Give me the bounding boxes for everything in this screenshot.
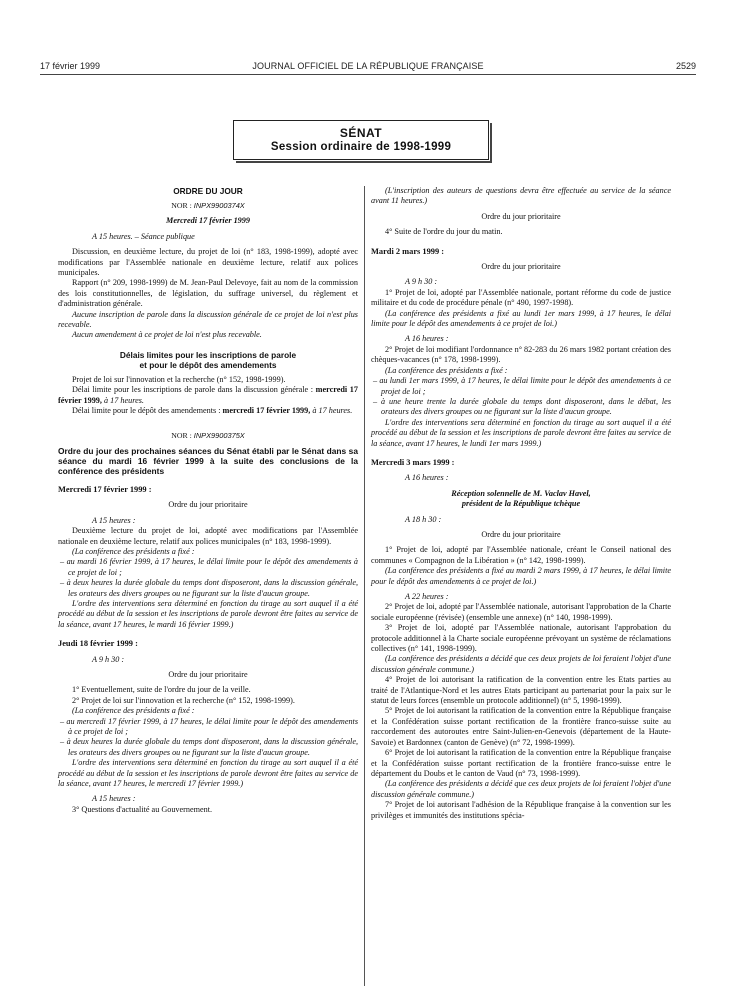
- page-header: [40, 61, 696, 75]
- dash-text: à deux heures la durée globale du temps dont disposeront, dans la discussion générale, les orateurs des divers groupes ou ne figurant sur la liste d'aucun groupe.: [66, 578, 359, 598]
- text: Délai limite pour les inscriptions de parole dans la discussion générale :: [72, 385, 314, 395]
- session-date: Mercredi 17 février 1999: [166, 216, 250, 226]
- session-time: A 15 heures. – Séance publique: [92, 231, 195, 241]
- header-rule: [40, 74, 696, 75]
- ordre-prioritaire: Ordre du jour prioritaire: [168, 670, 248, 679]
- delais-heading-line2: et pour le dépôt des amendements: [139, 359, 277, 370]
- session-time: A 16 heures :: [405, 334, 449, 344]
- ordre-prioritaire: Ordre du jour prioritaire: [168, 500, 248, 510]
- paragraph: 3° Projet de loi, adopté par l'Assemblée nationale, autorisant l'approbation du protocole additionnel à la Charte sociale européenne prévoyant un système de réclamations collectives (n° 141, 1998-1999).: [371, 623, 671, 654]
- dash-text: au mardi 16 février 1999, à 17 heures, le délai limite pour le dépôt des amendements à ce projet de loi ;: [66, 557, 359, 577]
- title-senat: SÉNAT: [339, 126, 383, 140]
- paragraph: Projet de loi sur l'innovation et la recherche (n° 152, 1998-1999).: [72, 374, 286, 384]
- day-heading: Mardi 2 mars 1999 :: [371, 246, 445, 256]
- reception-line1: Réception solennelle de M. Vaclav Havel,: [451, 488, 591, 498]
- left-column: [58, 186, 358, 986]
- paragraph: 6° Projet de loi autorisant la ratification de la convention entre la République française et la Confédération suisse portant rectification de la frontière franco-suisse entre le département du Doubs et le canton de Vaud (n° 73, 1998-1999).: [371, 748, 671, 778]
- title-box: [233, 120, 489, 160]
- paragraph: (La conférence des présidents a fixé :: [72, 546, 195, 556]
- paragraph: (La conférence des présidents a fixé au mardi 2 mars 1999, à 17 heures, le délai limite pour le dépôt des amendements à ce projet de loi.): [371, 566, 671, 586]
- paragraph: Aucune inscription de parole dans la discussion générale de ce projet de loi n'est plus recevable.: [58, 309, 358, 330]
- nor-label: NOR :: [171, 201, 192, 210]
- paragraph: Deuxième lecture du projet de loi, adopté avec modifications par l'Assemblée nationale en deuxième lecture, relatif aux polices municipales (n° 183, 1998-1999).: [58, 526, 358, 546]
- dash-text: au mercredi 17 février 1999, à 17 heures, le délai limite pour le dépôt des amendements à ce projet de loi ;: [66, 716, 359, 737]
- ordre-du-jour-heading: ORDRE DU JOUR: [173, 186, 243, 196]
- dash-text: au lundi 1er mars 1999, à 17 heures, le délai limite pour le dépôt des amendements à ce projet de loi ;: [379, 376, 672, 396]
- session-time: A 16 heures :: [405, 473, 449, 483]
- day-heading: Mercredi 17 février 1999 :: [58, 484, 152, 494]
- dash-text: à deux heures la durée globale du temps dont disposeront, dans la discussion générale, les orateurs des divers groupes ou ne figurant sur la liste d'aucun groupe.: [66, 737, 359, 757]
- day-heading: Jeudi 18 février 1999 :: [58, 639, 138, 649]
- paragraph: L'ordre des interventions sera déterminé en fonction du tirage au sort auquel il a été procédé au début de la session et les inscriptions de parole devront être faites au service de la séance, avant 17 heures, le mercredi 17 février 1999.): [58, 758, 358, 789]
- paragraph: (La conférence des présidents a décidé que ces deux projets de loi feraient l'objet d'une discussion générale commune.): [371, 779, 671, 799]
- nor-reference-1: [58, 201, 358, 211]
- session-time: A 22 heures :: [405, 592, 449, 601]
- paragraph: Rapport (n° 209, 1998-1999) de M. Jean-Paul Delevoye, fait au nom de la commission des lois constitutionnelles, de législation, du suffrage universel, du règlement et d'administration générale.: [58, 278, 358, 309]
- paragraph: 1° Eventuellement, suite de l'ordre du jour de la veille.: [72, 685, 251, 695]
- session-time: A 9 h 30 :: [92, 654, 125, 664]
- text: Délai limite pour le dépôt des amendements :: [72, 406, 221, 416]
- paragraph: Aucun amendement à ce projet de loi n'est plus recevable.: [72, 330, 262, 340]
- header-journal-title: JOURNAL OFFICIEL DE LA RÉPUBLIQUE FRANÇAISE: [252, 61, 484, 71]
- session-time: A 9 h 30 :: [405, 277, 438, 287]
- nor-reference-2: [58, 431, 358, 441]
- bold-date: mercredi 17 février 1999,: [222, 406, 311, 416]
- paragraph: (L'inscription des auteurs de questions devra être effectuée au service de la séance avant 11 heures.): [371, 186, 671, 206]
- paragraph: 2° Projet de loi sur l'innovation et la recherche (n° 152, 1998-1999).: [72, 695, 295, 705]
- session-time: A 15 heures :: [92, 515, 136, 525]
- ordre-prioritaire: Ordre du jour prioritaire: [481, 529, 561, 539]
- paragraph: 4° Projet de loi autorisant la ratification de la convention entre les Etats parties au traité de l'Atlantique-Nord et les autres Etats participant au partenariat pour la paix sur le statut de leurs forces (ensemble un protocole additionnel) (n° 5, 1998-1999).: [371, 675, 671, 706]
- session-time: A 15 heures :: [92, 794, 136, 804]
- nor-code: INPX9900375X: [193, 430, 245, 440]
- paragraph: (La conférence des présidents a décidé que ces deux projets de loi feraient l'objet d'une discussion générale commune.): [371, 654, 671, 674]
- paragraph: L'ordre des interventions sera déterminé en fonction du tirage au sort auquel il a été procédé au début de la session et les inscriptions de parole devront être faites au service de la séance, avant 17 heures, le mardi 16 février 1999.): [58, 598, 358, 629]
- dash-text: à une heure trente la durée globale du temps dont disposeront, dans le débat, les orateurs des divers groupes ou ne figurant sur la liste d'aucun groupe.: [381, 396, 671, 417]
- dash-item: – à deux heures la durée globale du temps dont disposeront, dans la discussion générale, les orateurs des divers groupes ou ne figurant sur la liste d'aucun groupe.: [60, 737, 359, 757]
- dash-item: – au lundi 1er mars 1999, à 17 heures, le délai limite pour le dépôt des amendements à ce projet de loi ;: [373, 376, 672, 396]
- paragraph: 3° Questions d'actualité au Gouvernement.: [72, 804, 213, 814]
- nor-label: NOR :: [171, 430, 192, 440]
- title-session: Session ordinaire de 1998-1999: [270, 141, 452, 153]
- delais-heading-line1: Délais limites pour les inscriptions de parole: [119, 349, 297, 360]
- paragraph: 2° Projet de loi modifiant l'ordonnance n° 82-283 du 26 mars 1982 portant création des chèques-vacances (n° 178, 1998-1999).: [371, 344, 671, 365]
- paragraph: [58, 406, 358, 416]
- dash-item: – à une heure trente la durée globale du temps dont disposeront, dans le débat, les orateurs des divers groupes ou ne figurant sur la liste d'aucun groupe.: [373, 396, 671, 417]
- right-column: [371, 186, 671, 986]
- paragraph: 2° Projet de loi, adopté par l'Assemblée nationale, autorisant l'approbation de la Charte sociale européenne (révisée) (ensemble une annexe) (n° 140, 1998-1999).: [371, 602, 671, 622]
- dash-item: – au mardi 16 février 1999, à 17 heures, le délai limite pour le dépôt des amendements à ce projet de loi ;: [60, 557, 359, 577]
- paragraph: 5° Projet de loi autorisant la ratification de la convention entre la République française et la Confédération suisse portant rectification de la frontière franco-suisse suite au raccordement des autoroutes entre Saint-Julien-en-Genevois (département de la Haute-Savoie) et Bardonnex (canton de Genève) (n° 72, 1998-1999).: [371, 706, 671, 747]
- ordre-prioritaire: Ordre du jour prioritaire: [481, 262, 561, 272]
- paragraph: 4° Suite de l'ordre du jour du matin.: [385, 227, 503, 237]
- paragraph: 1° Projet de loi, adopté par l'Assemblée nationale, créant le Conseil national des communes « Compagnon de la Libération » (n° 142, 1998-1999).: [371, 545, 671, 565]
- dash-item: – à deux heures la durée globale du temps dont disposeront, dans la discussion générale, les orateurs des divers groupes ou ne figurant sur la liste d'aucun groupe.: [60, 578, 359, 598]
- day-heading: Mercredi 3 mars 1999 :: [371, 457, 455, 467]
- column-separator: [364, 186, 365, 986]
- header-date: 17 février 1999: [40, 61, 101, 71]
- dash-item: – au mercredi 17 février 1999, à 17 heures, le délai limite pour le dépôt des amendements à ce projet de loi ;: [60, 716, 359, 737]
- nor-code: INPX9900374X: [193, 201, 245, 210]
- paragraph: (La conférence des présidents a fixé :: [385, 365, 508, 375]
- header-page-number: 2529: [675, 61, 696, 71]
- italic-time: à 17 heures.: [312, 406, 353, 416]
- bold-date: mercredi 17 février 1999,: [58, 385, 358, 405]
- prochaines-seances-heading: Ordre du jour des prochaines séances du Sénat établi par le Sénat dans sa séance du mardi 16 février 1999 à la suite des conclusions de la conférence des présidents: [58, 445, 358, 476]
- paragraph: (La conférence des présidents a fixé :: [72, 706, 195, 716]
- paragraph: (La conférence des présidents a fixé au lundi 1er mars 1999, à 17 heures, le délai limite pour le dépôt des amendements à ce projet de loi.): [371, 308, 671, 329]
- paragraph: 1° Projet de loi, adopté par l'Assemblée nationale, portant réforme du code de justice militaire et du code de procédure pénale (n° 490, 1997-1998).: [371, 287, 671, 308]
- italic-time: à 17 heures.: [104, 395, 144, 405]
- session-time: A 18 h 30 :: [405, 514, 442, 524]
- reception-line2: président de la République tchèque: [461, 499, 581, 509]
- paragraph: [58, 385, 358, 406]
- ordre-prioritaire: Ordre du jour prioritaire: [481, 211, 561, 221]
- paragraph: Discussion, en deuxième lecture, du projet de loi (n° 183, 1998-1999), adopté avec modifications par l'Assemblée nationale en deuxième lecture, relatif aux polices municipales.: [58, 247, 358, 278]
- paragraph: L'ordre des interventions sera déterminé en fonction du tirage au sort auquel il a été procédé au début de la session et les inscriptions de parole devront être faites au service de la séance, avant 17 heures, le lundi 1er mars 1999.): [371, 417, 671, 448]
- paragraph: 7° Projet de loi autorisant l'adhésion de la République française à la convention sur les privilèges et immunités des institutions spécia-: [371, 800, 671, 820]
